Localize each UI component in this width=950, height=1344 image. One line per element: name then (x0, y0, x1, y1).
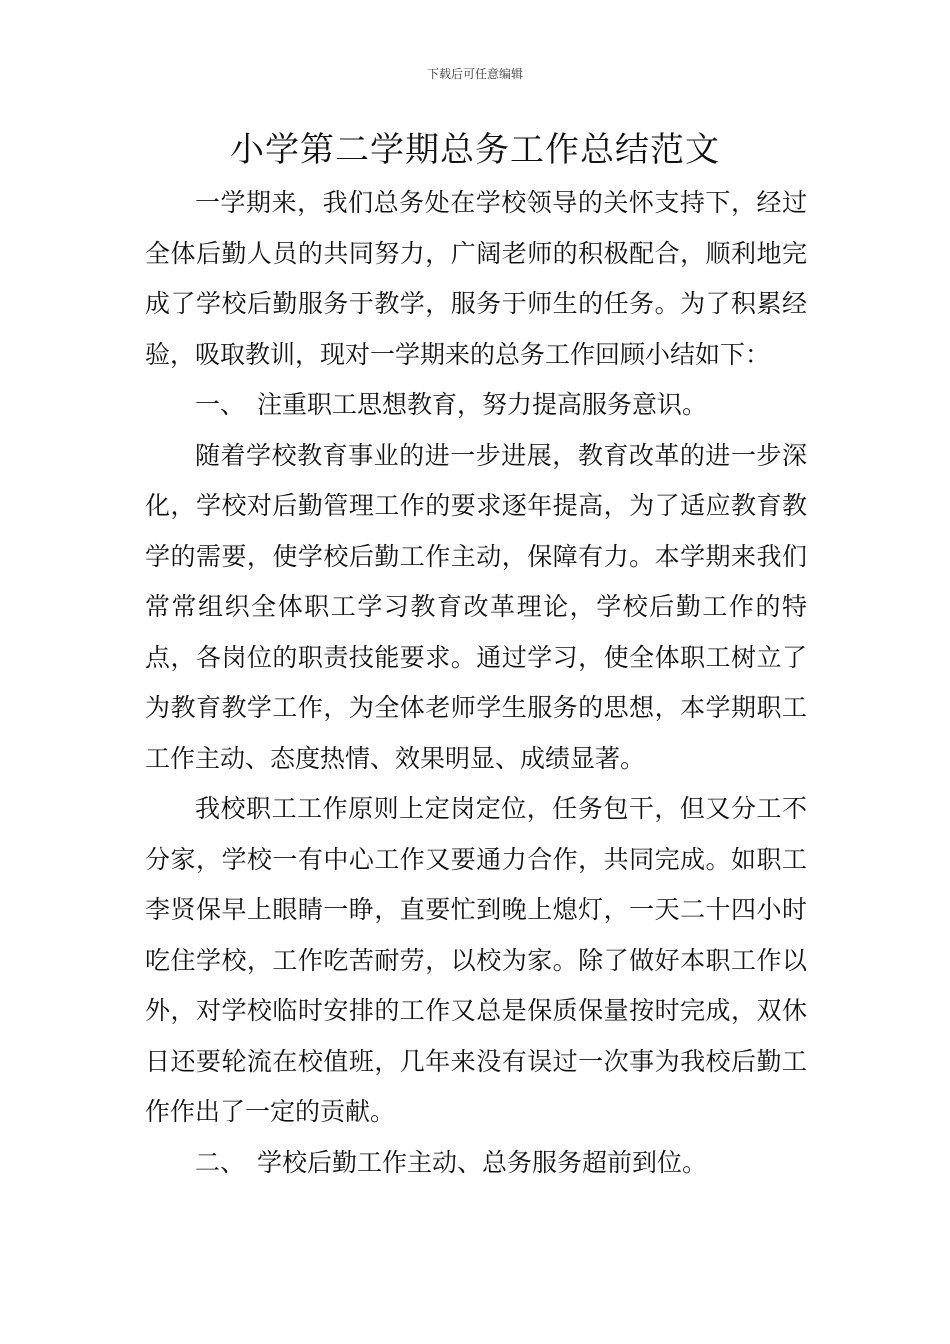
section1-paragraph-2: 我校职工工作原则上定岗定位，任务包干，但又分工不分家，学校一有中心工作又要通力合作，共同完成。如职工李贤保早上眼睛一睁，直要忙到晚上熄灯，一天二十四小时吃住学校，工作吃苦耐劳，以校为家。除了做好本职工作以外，对学校临时安排的工作又总是保质保量按时完成，双休日还要轮流在校值班，几年来没有误过一次事为我校后勤工作作出了一定的贡献。 (145, 794, 807, 1126)
section-number-2: 二、 (195, 1147, 246, 1177)
section1-paragraph-1: 随着学校教育事业的进一步进展，教育改革的进一步深化，学校对后勤管理工作的要求逐年提高，为了适应教育教学的需要，使学校后勤工作主动，保障有力。本学期来我们常常组织全体职工学习教育改革理论，学校后勤工作的特点，各岗位的职责技能要求。通过学习，使全体职工树立了为教育教学工作，为全体老师学生服务的思想，本学期职工工作主动、态度热情、效果明显、成绩显著。 (145, 440, 807, 773)
intro-paragraph: 一学期来，我们总务处在学校领导的关怀支持下，经过全体后勤人员的共同努力，广阔老师的积极配合，顺利地完成了学校后勤服务于教学，服务于师生的任务。为了积累经验，吸取教训，现对一学期来的总务工作回顾小结如下： (145, 188, 807, 369)
document-title: 小学第二学期总务工作总结范文 (230, 130, 720, 170)
section-heading-text-1: 注重职工思想教育，努力提高服务意识。 (257, 390, 708, 419)
section-heading-2 (145, 1138, 807, 1189)
section-number-1: 一、 (195, 390, 246, 419)
section-heading-text-2: 学校后勤工作主动、总务服务超前到位。 (257, 1147, 708, 1177)
header-note: 下载后可任意编辑 (426, 67, 523, 81)
document-body (145, 178, 807, 1188)
section-heading-1 (145, 380, 807, 431)
